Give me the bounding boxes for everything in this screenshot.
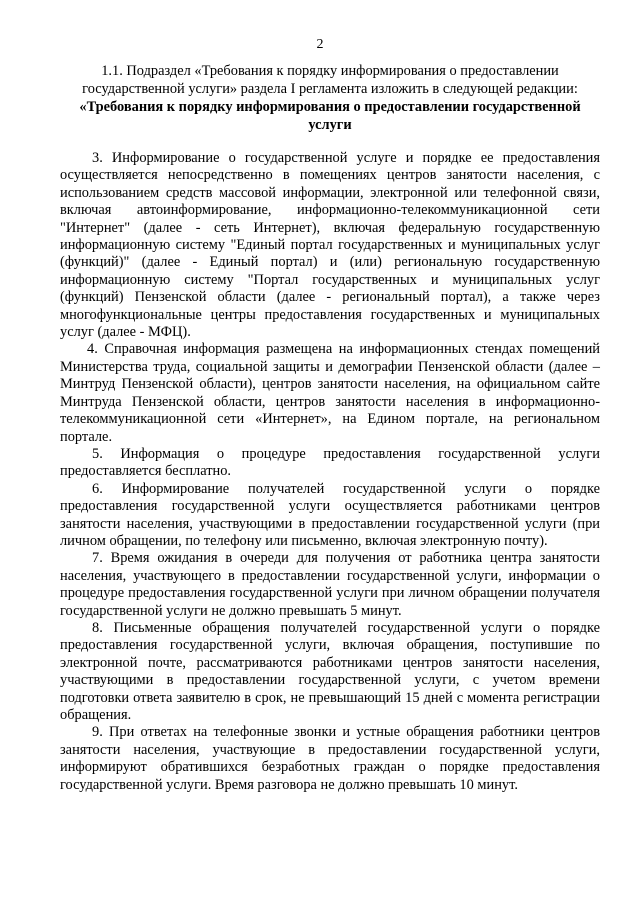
paragraph-3: 3. Информирование о государственной услуге и порядке ее предоставления осуществляется непосредственно в помещениях центров занятости населения, с использованием средств массовой информации, электронной или телефонной связи, включая автоинформирование, информационно-телекоммуникационной сети "Интернет" (далее - сеть Интернет), включая федеральную государственную информационную систему "Единый портал государственных и муниципальных услуг (функций)" (далее - Единый портал) и (или) региональную государственную информационную систему "Портал государственных и муниципальных услуг (функций) Пензенской области (далее - региональный портал), а также через многофункциональные центры предоставления государственных и муниципальных услуг (далее - МФЦ). bbox=[60, 150, 600, 341]
paragraph-8: 8. Письменные обращения получателей государственной услуги о порядке предоставления государственной услуги, включая обращения, поступившие по электронной почте, рассматриваются работниками центров занятости населения, участвующими в предоставлении государственной услуги, с учетом времени подготовки ответа заявителю в срок, не превышающий 15 дней с момента регистрации обращения. bbox=[60, 619, 600, 723]
paragraph-6: 6. Информирование получателей государственной услуги о порядке предоставления государственной услуги осуществляется работниками центров занятости населения, участвующими в предоставлении государственной услуги (при личном обращении, по телефону или письменно, включая электронную почту). bbox=[60, 480, 600, 549]
paragraph-5: 5. Информация о процедуре предоставления государственной услуги предоставляется бесплатно. bbox=[60, 445, 600, 480]
section-title: «Требования к порядку информирования о предоставлении государственной услуги bbox=[79, 99, 581, 133]
document-body bbox=[60, 150, 600, 794]
paragraph-9: 9. При ответах на телефонные звонки и устные обращения работники центров занятости населения, участвующие в предоставлении государственной услуги, информируют обратившихся безработных граждан о порядке предоставления государственной услуги. Время разговора не должно превышать 10 минут. bbox=[60, 724, 600, 793]
paragraph-4: 4. Справочная информация размещена на информационных стендах помещений Министерства труда, социальной защиты и демографии Пензенской области (далее – Минтруд Пензенской области), центров занятости населения, на официальном сайте Минтруда Пензенской области, центров занятости населения в информационно-телекоммуникационной сети «Интернет», на Едином портале, на региональном портале. bbox=[60, 341, 600, 445]
page-number: 2 bbox=[316, 37, 324, 52]
paragraph-7: 7. Время ожидания в очереди для получения от работника центра занятости населения, участвующего в предоставлении государственной услуги, информации о процедуре предоставления государственной услуги при личном обращении получателя государственной услуги не должно превышать 5 минут. bbox=[60, 550, 600, 619]
amendment-intro: 1.1. Подраздел «Требования к порядку информирования о предоставлении государственной услуги» раздела I регламента изложить в следующей редакции: bbox=[82, 63, 578, 97]
